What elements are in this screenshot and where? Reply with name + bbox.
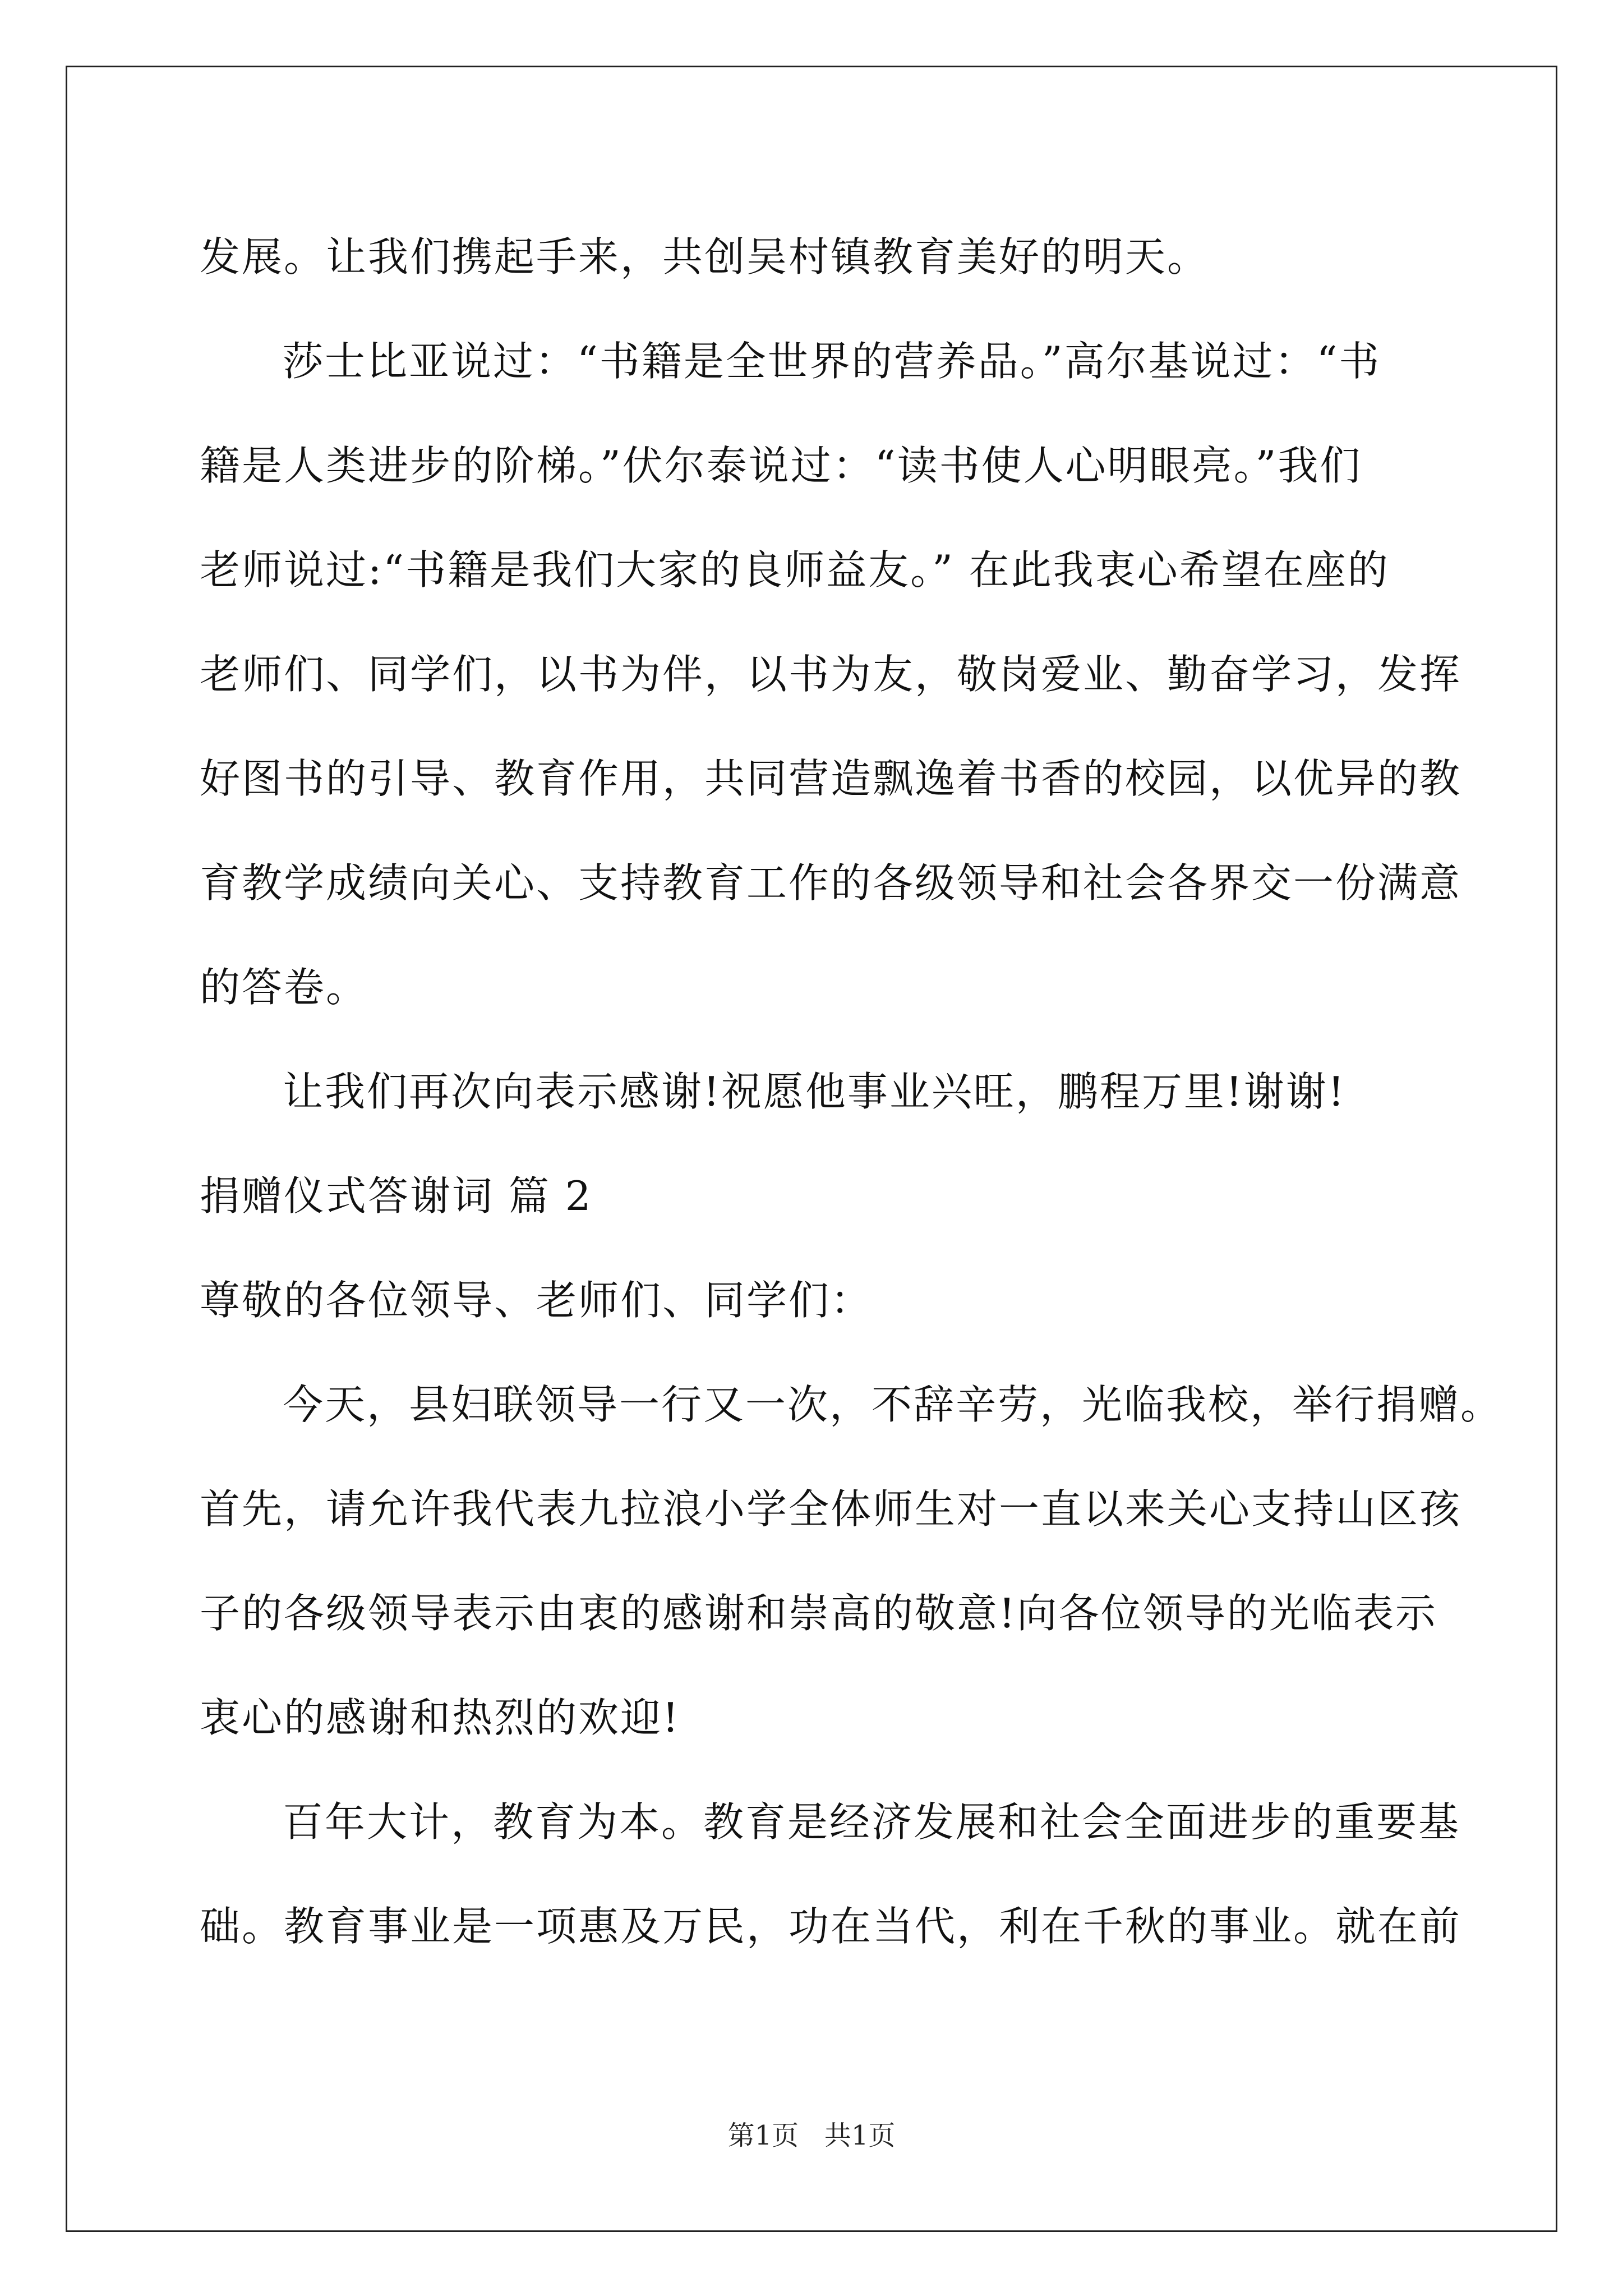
text-line: 衷心的感谢和热烈的欢迎! [200, 1694, 680, 1741]
document-body [200, 205, 1503, 1978]
text-line: 老师们、同学们，以书为伴，以书为友，敬岗爱业、勤奋学习，发挥 [200, 651, 1462, 698]
text-line: 子的各级领导表示由衷的感谢和崇高的敬意!向各位领导的光临表示 [200, 1590, 1437, 1637]
text-line: 育教学成绩向关心、支持教育工作的各级领导和社会各界交一份满意 [200, 859, 1462, 907]
salutation: 尊敬的各位领导、老师们、同学们： [200, 1277, 873, 1324]
text-line: 老师说过:“书籍是我们大家的良师益友。” 在此我衷心希望在座的 [200, 546, 1390, 593]
text-line: 发展。让我们携起手来，共创吴村镇教育美好的明天。 [200, 233, 1210, 280]
text-line: 让我们再次向表示感谢!祝愿他事业兴旺，鹏程万里!谢谢! [283, 1068, 1346, 1115]
text-line: 今天，县妇联领导一行又一次，不辞辛劳，光临我校，举行捐赠。 [283, 1381, 1503, 1428]
page-footer: 第1页 共1页 [727, 2120, 896, 2151]
text-line: 百年大计，教育为本。教育是经济发展和社会全面进步的重要基 [283, 1798, 1461, 1846]
text-line: 础。教育事业是一项惠及万民，功在当代，利在千秋的事业。就在前 [200, 1903, 1462, 1950]
text-line: 好图书的引导、教育作用，共同营造飘逸着书香的校园，以优异的教 [200, 755, 1462, 802]
section-heading: 捐赠仪式答谢词 篇 2 [200, 1172, 593, 1220]
text-line: 莎士比亚说过：“书籍是全世界的营养品。”高尔基说过：“书 [283, 338, 1381, 385]
text-line: 的答卷。 [200, 964, 368, 1011]
text-line: 籍是人类进步的阶梯。”伏尔泰说过：“读书使人心明眼亮。”我们 [200, 442, 1362, 489]
text-line: 首先，请允许我代表九拉浪小学全体师生对一直以来关心支持山区孩 [200, 1485, 1462, 1533]
